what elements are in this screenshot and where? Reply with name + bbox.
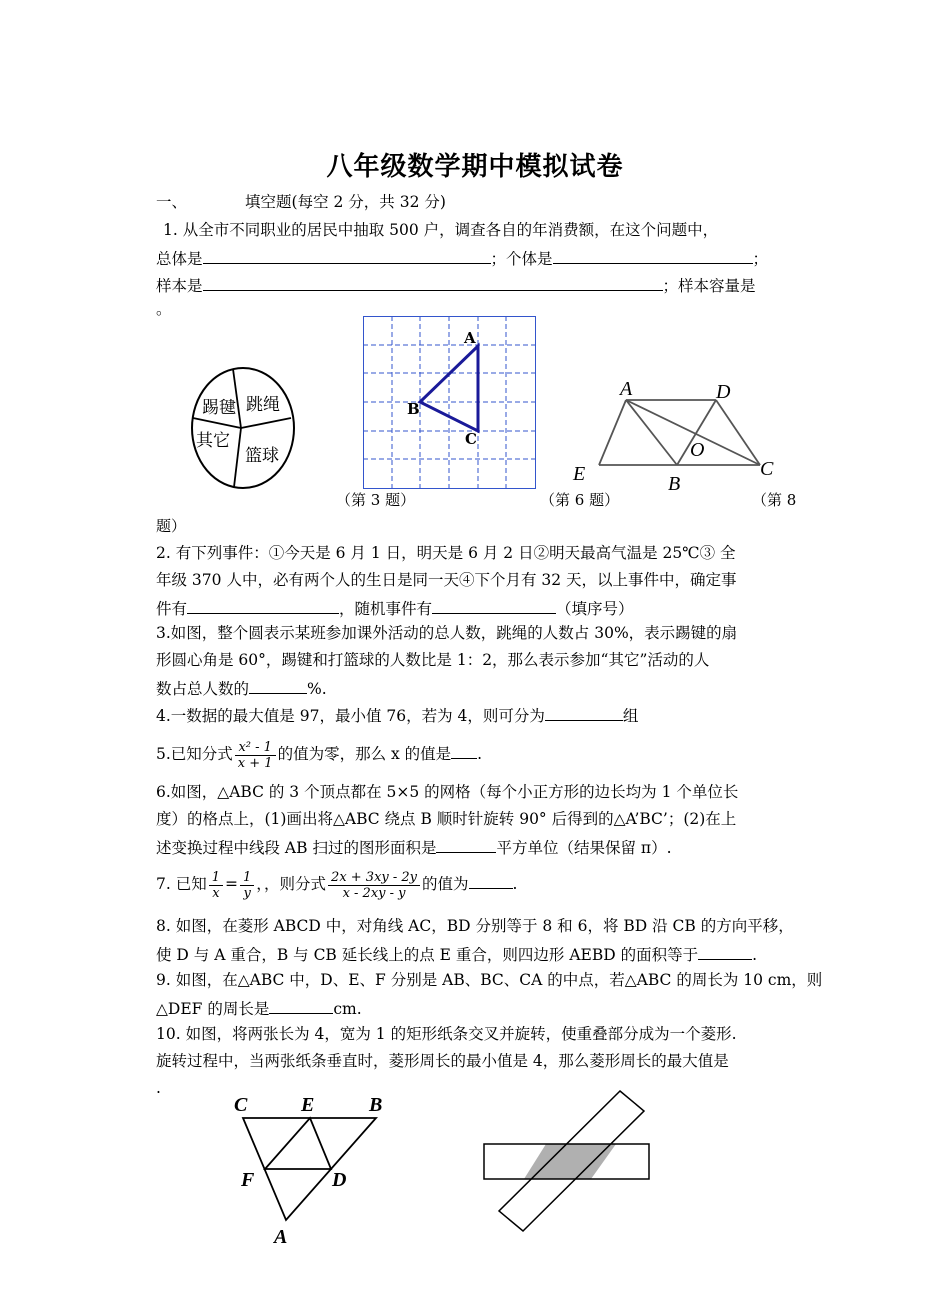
page-title: 八年级数学期中模拟试卷 (326, 152, 624, 182)
q2-line2: 年级 370 人中，必有两个人的生日是同一天④下个月有 32 天，以上事件中，确定事 (156, 571, 737, 589)
q8-line2: 使 D 与 A 重合，B 与 CB 延长线上的点 E 重合，则四边形 AEBD 的面积等于 . (156, 943, 757, 965)
q5-line: 5.已知分式 $\frac{\text{x² - 1}}{x + 1}$ 的值为零，那么 x 的值是 . (156, 739, 483, 771)
q10-line2: 旋转过程中，当两张纸条垂直时，菱形周长的最小值是 4，那么菱形周长的最大值是 (156, 1052, 729, 1070)
para-label-o: O (690, 439, 705, 461)
q6-line2: 度）的格点上，(1)画出将△ABC 绕点 B 顺时针旋转 90° 后得到的△A’BC’；(2)在上 (156, 810, 737, 828)
answer-blank-random[interactable] (432, 597, 556, 614)
q4-line: 4.一数据的最大值是 97，最小值 76，若为 4，则可分为 组 (156, 704, 638, 726)
pie-label-other: 其它 (196, 431, 230, 451)
section-number: 一、 (156, 193, 188, 211)
answer-blank-individual[interactable] (553, 247, 753, 264)
para-label-a: A (620, 378, 633, 400)
para-label-d: D (716, 381, 731, 403)
q6-line1: 6.如图，△ABC 的 3 个顶点都在 5×5 的网格（每个小正方形的边长均为 1 个单位长 (156, 783, 739, 801)
q7-fraction: $\frac{2x + 3xy - 2y}{x - 2xy - y}$ (328, 870, 420, 901)
tri-label-b: B (369, 1094, 383, 1116)
grid-label-c: C (465, 430, 477, 448)
q10-line1: 10. 如图，将两张长为 4，宽为 1 的矩形纸条交叉并旋转，使重叠部分成为一个菱形. (156, 1025, 737, 1043)
answer-blank-x[interactable] (451, 742, 477, 759)
grid-label-a: A (464, 329, 476, 347)
q5-fraction: $\frac{\text{x² - 1}}{x + 1}$ (235, 740, 276, 771)
para-label-e: E (573, 463, 586, 485)
q2-line1: 2. 有下列事件：①今天是 6 月 1 日，明天是 6 月 2 日②明天最高气温是 25℃③ 全 (156, 544, 736, 562)
parallelogram-figure (570, 376, 785, 494)
answer-blank-population[interactable] (203, 247, 491, 264)
q6-line3: 述变换过程中线段 AB 扫过的图形面积是 平方单位（结果保留 π）. (156, 836, 672, 858)
answer-blank-groups[interactable] (545, 704, 623, 721)
pie-figure (188, 366, 298, 491)
caption-q8-part2: 题） (156, 517, 187, 535)
pie-label-jianzi: 踢毽 (202, 398, 236, 418)
grid-figure (363, 316, 538, 491)
q1-line1: 1. 从全市不同职业的居民中抽取 500 户，调查各自的年消费额，在这个问题中， (163, 221, 719, 239)
tri-label-d: D (332, 1169, 347, 1191)
q1-line3: 样本是 ；样本容量是 (156, 274, 756, 296)
para-label-c: C (760, 458, 774, 480)
q3-line2: 形圆心角是 60°，踢键和打篮球的人数比是 1：2，那么表示参加“其它”活动的人 (156, 651, 710, 669)
caption-q8-part1: （第 8 (752, 491, 797, 509)
answer-blank-other-percent[interactable] (249, 677, 307, 694)
caption-q6: （第 6 题） (540, 491, 620, 509)
q7-line: 7. 已知 $\frac{1}{x}$ = $\frac{1}{y}$ ，，则分式 $\frac{2x + 3xy - 2y}{x - 2xy - y}$ 的值为 . (156, 869, 518, 901)
answer-blank-fraction-value[interactable] (469, 872, 513, 889)
q8-line1: 8. 如图，在菱形 ABCD 中，对角线 AC，BD 分别等于 8 和 6，将 BD 沿 CB 的方向平移， (156, 917, 794, 935)
q9-line2: △DEF 的周长是 cm. (156, 997, 362, 1019)
answer-blank-certain[interactable] (187, 597, 339, 614)
pie-label-tiaosheng: 跳绳 (246, 395, 280, 415)
strips-figure (480, 1088, 655, 1238)
pie-label-basketball: 篮球 (245, 446, 279, 466)
section-heading (156, 192, 446, 212)
q3-line1: 3.如图，整个圆表示某班参加课外活动的总人数，跳绳的人数占 30%，表示踢键的扇 (156, 624, 738, 642)
q1-line4: 。 (156, 300, 172, 318)
q2-line3: 件有 ，随机事件有 （填序号） (156, 597, 634, 619)
answer-blank-def-perimeter[interactable] (269, 997, 333, 1014)
para-label-b: B (668, 473, 681, 495)
tri-label-c: C (234, 1094, 248, 1116)
answer-blank-area[interactable] (436, 836, 496, 853)
answer-blank-sample[interactable] (203, 274, 663, 291)
q3-line3: 数占总人数的 %. (156, 677, 327, 699)
section-label: 填空题(每空 2 分，共 32 分) (245, 193, 446, 211)
tri-label-f: F (241, 1169, 255, 1191)
q1-line2: 总体是 ；个体是 ； (156, 247, 768, 269)
q9-line1: 9. 如图，在△ABC 中，D、E、F 分别是 AB、BC、CA 的中点，若△ABC 的周长为 10 cm，则 (156, 971, 823, 989)
grid-label-b: B (407, 400, 420, 418)
answer-blank-aebd-area[interactable] (698, 943, 752, 960)
caption-q3: （第 3 题） (336, 491, 416, 509)
triangle-figure (228, 1090, 398, 1250)
q10-line3: . (156, 1079, 161, 1097)
rhombus-overlap (524, 1144, 616, 1179)
tri-label-a: A (274, 1226, 288, 1248)
tri-label-e: E (301, 1094, 315, 1116)
